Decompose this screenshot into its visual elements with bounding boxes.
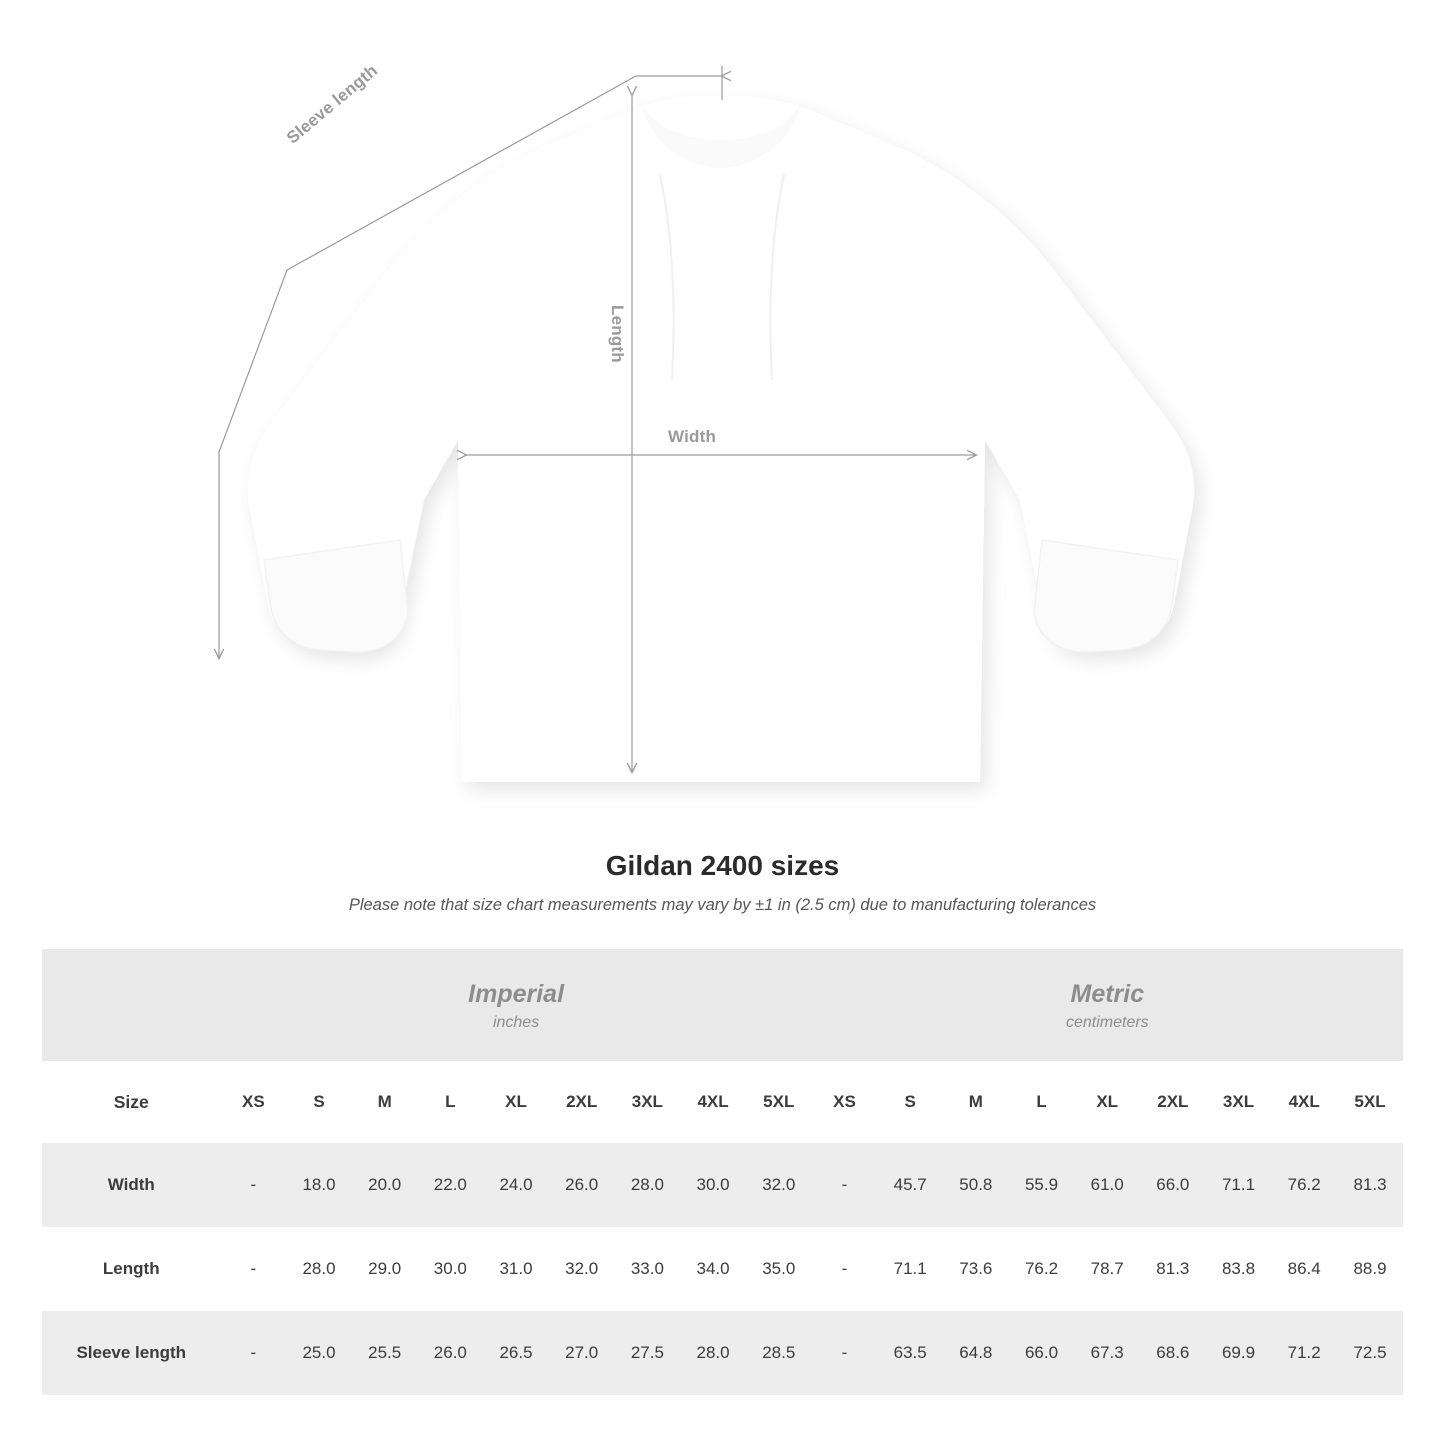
cell-width-xs-metric: - (812, 1143, 878, 1227)
cell-width-s-imperial: 18.0 (286, 1143, 352, 1227)
table-row-sleeve-length (42, 1311, 1403, 1395)
cell-width-l-imperial: 22.0 (418, 1143, 484, 1227)
cell-length-3xl-imperial: 33.0 (630, 1259, 664, 1278)
cell-sleeve-l-metric: 66.0 (1009, 1311, 1075, 1395)
cell-sleeve-2xl-metric: 68.6 (1140, 1311, 1206, 1395)
table-row-length (42, 1227, 1403, 1311)
cell-length-3xl-metric: 83.8 (1221, 1259, 1256, 1278)
column-header-3xl-metric: 3XL (1206, 1061, 1272, 1143)
cell-sleeve-xl-imperial: 26.5 (483, 1311, 549, 1395)
cell-length-4xl-metric: 86.4 (1287, 1259, 1321, 1278)
cell-length-xl-metric: 78.7 (1090, 1259, 1124, 1278)
cell-length-xs-metric: - (841, 1259, 848, 1278)
cell-sleeve-m-metric: 64.8 (943, 1311, 1009, 1395)
unit-group-imperial (221, 949, 812, 1061)
unit-group-imperial-sub: inches (492, 1013, 540, 1031)
size-chart-table (42, 949, 1403, 1395)
cell-sleeve-3xl-metric: 69.9 (1206, 1311, 1272, 1395)
table-row-width (42, 1143, 1403, 1227)
cell-width-5xl-metric: 81.3 (1337, 1143, 1403, 1227)
unit-spacer (42, 949, 221, 1061)
cell-length-xs-imperial: - (250, 1259, 257, 1278)
cell-width-5xl-imperial: 32.0 (746, 1143, 812, 1227)
column-header-xl-imperial: XL (483, 1061, 549, 1143)
unit-group-metric-name: Metric (1070, 979, 1145, 1008)
cell-length-l-imperial: 30.0 (433, 1259, 467, 1278)
cell-width-4xl-imperial: 30.0 (680, 1143, 746, 1227)
cell-sleeve-5xl-imperial: 28.5 (746, 1311, 812, 1395)
cell-width-3xl-imperial: 28.0 (615, 1143, 681, 1227)
column-header-3xl-imperial: 3XL (615, 1061, 681, 1143)
page-title: Gildan 2400 sizes (605, 850, 840, 881)
column-header-m-metric: M (943, 1061, 1009, 1143)
size-table-wrapper (0, 949, 1445, 1395)
cell-sleeve-4xl-metric: 71.2 (1271, 1311, 1337, 1395)
cell-sleeve-l-imperial: 26.0 (418, 1311, 484, 1395)
cell-width-s-metric: 45.7 (877, 1143, 943, 1227)
sleeve-length-label: Sleeve length (283, 60, 382, 148)
tolerance-note: Please note that size chart measurements may vary by ±1 in (2.5 cm) due to manufacturing tolerances (348, 896, 1097, 914)
cell-sleeve-4xl-imperial: 28.0 (680, 1311, 746, 1395)
cell-width-2xl-imperial: 26.0 (549, 1143, 615, 1227)
title-block (0, 820, 1445, 915)
cell-length-s-imperial: 28.0 (302, 1259, 336, 1278)
column-header-5xl-imperial: 5XL (746, 1061, 812, 1143)
column-header-5xl-metric: 5XL (1337, 1061, 1403, 1143)
cell-sleeve-xs-imperial: - (221, 1311, 287, 1395)
cell-width-m-metric: 50.8 (943, 1143, 1009, 1227)
cell-sleeve-xs-metric: - (812, 1311, 878, 1395)
cell-length-5xl-imperial: 35.0 (762, 1259, 796, 1278)
cell-width-4xl-metric: 76.2 (1271, 1143, 1337, 1227)
column-header-l-imperial: L (418, 1061, 484, 1143)
cell-length-s-metric: 71.1 (893, 1259, 927, 1278)
column-header-size: Size (42, 1061, 221, 1143)
cell-length-m-imperial: 29.0 (368, 1259, 402, 1278)
cell-sleeve-s-metric: 63.5 (877, 1311, 943, 1395)
cell-width-m-imperial: 20.0 (352, 1143, 418, 1227)
column-header-4xl-imperial: 4XL (680, 1061, 746, 1143)
cell-sleeve-2xl-imperial: 27.0 (549, 1311, 615, 1395)
row-label-width: Width (42, 1143, 221, 1227)
column-header-2xl-metric: 2XL (1140, 1061, 1206, 1143)
cell-sleeve-s-imperial: 25.0 (286, 1311, 352, 1395)
cell-sleeve-5xl-metric: 72.5 (1337, 1311, 1403, 1395)
cell-width-2xl-metric: 66.0 (1140, 1143, 1206, 1227)
width-label: Width (668, 427, 717, 446)
unit-group-imperial-name: Imperial (468, 979, 565, 1008)
length-label: Length (608, 305, 627, 363)
row-label-sleeve-length: Sleeve length (42, 1311, 221, 1395)
cell-length-5xl-metric: 88.9 (1353, 1259, 1387, 1278)
column-header-2xl-imperial: 2XL (549, 1061, 615, 1143)
shirt-shape (248, 96, 1194, 782)
cell-sleeve-3xl-imperial: 27.5 (615, 1311, 681, 1395)
unit-group-metric-sub: centimeters (1065, 1013, 1149, 1031)
cell-length-m-metric: 73.6 (959, 1259, 993, 1278)
cell-length-2xl-metric: 81.3 (1156, 1259, 1190, 1278)
cell-length-xl-imperial: 31.0 (499, 1259, 533, 1278)
column-header-l-metric: L (1009, 1061, 1075, 1143)
column-header-xs-imperial: XS (221, 1061, 287, 1143)
cell-sleeve-m-imperial: 25.5 (352, 1311, 418, 1395)
unit-group-metric (812, 949, 1403, 1061)
cell-width-l-metric: 55.9 (1009, 1143, 1075, 1227)
cell-width-xl-metric: 61.0 (1074, 1143, 1140, 1227)
cell-sleeve-xl-metric: 67.3 (1074, 1311, 1140, 1395)
cell-width-3xl-metric: 71.1 (1206, 1143, 1272, 1227)
table-header-row (42, 1061, 1403, 1143)
column-header-4xl-metric: 4XL (1271, 1061, 1337, 1143)
cell-length-2xl-imperial: 32.0 (565, 1259, 599, 1278)
column-header-m-imperial: M (352, 1061, 418, 1143)
column-header-s-metric: S (877, 1061, 943, 1143)
unit-group-row (42, 949, 1403, 1061)
column-header-xs-metric: XS (812, 1061, 878, 1143)
row-label-length: Length (102, 1259, 160, 1278)
cell-width-xs-imperial: - (221, 1143, 287, 1227)
column-header-xl-metric: XL (1074, 1061, 1140, 1143)
cell-width-xl-imperial: 24.0 (483, 1143, 549, 1227)
column-header-s-imperial: S (286, 1061, 352, 1143)
cell-length-l-metric: 76.2 (1024, 1259, 1059, 1278)
cell-length-4xl-imperial: 34.0 (696, 1259, 730, 1278)
